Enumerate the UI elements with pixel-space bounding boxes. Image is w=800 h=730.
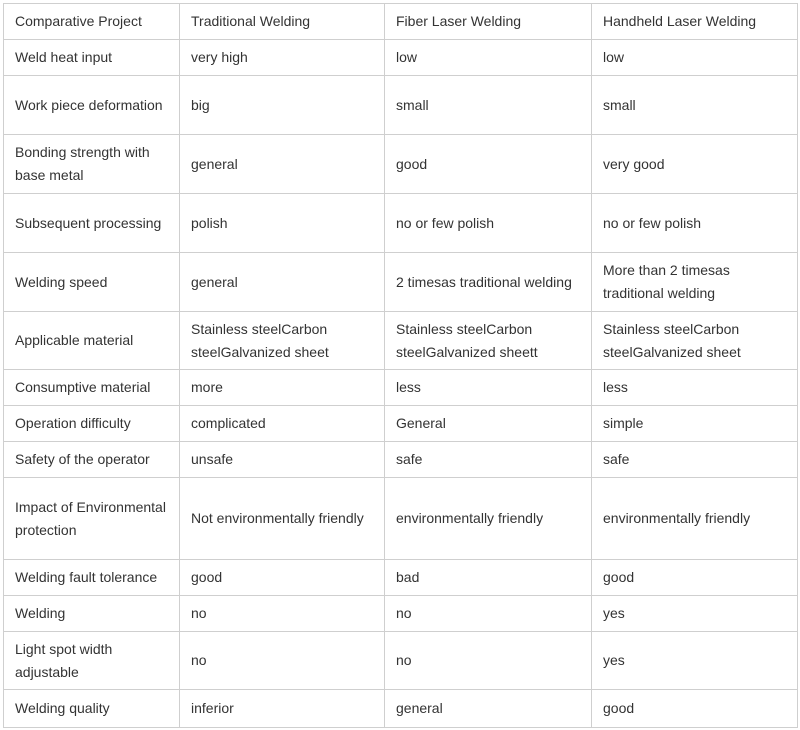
handheld-laser-cell: very good: [592, 135, 798, 194]
table-row: [4, 135, 798, 194]
traditional-cell: unsafe: [180, 442, 385, 478]
fiber-laser-cell: low: [385, 40, 592, 76]
fiber-laser-cell: environmentally friendly: [385, 478, 592, 560]
table-row: [4, 76, 798, 135]
table-row: [4, 560, 798, 596]
traditional-cell: good: [180, 560, 385, 596]
table-row: [4, 194, 798, 253]
traditional-cell: no: [180, 632, 385, 690]
fiber-laser-cell: Stainless steelCarbon steelGalvanized sheett: [385, 312, 592, 370]
row-label: Welding fault tolerance: [4, 560, 180, 596]
handheld-laser-cell: less: [592, 370, 798, 406]
row-label: Welding quality: [4, 690, 180, 728]
traditional-cell: no: [180, 596, 385, 632]
traditional-cell: general: [180, 253, 385, 312]
handheld-laser-cell: small: [592, 76, 798, 135]
table-row: [4, 312, 798, 370]
row-label: Weld heat input: [4, 40, 180, 76]
header-handheld-laser-welding: Handheld Laser Welding: [592, 4, 798, 40]
row-label: Work piece deformation: [4, 76, 180, 135]
handheld-laser-cell: environmentally friendly: [592, 478, 798, 560]
traditional-cell: big: [180, 76, 385, 135]
fiber-laser-cell: small: [385, 76, 592, 135]
row-label: Bonding strength with base metal: [4, 135, 180, 194]
handheld-laser-cell: safe: [592, 442, 798, 478]
fiber-laser-cell: General: [385, 406, 592, 442]
handheld-laser-cell: yes: [592, 596, 798, 632]
comparison-table-container: [3, 3, 797, 727]
fiber-laser-cell: general: [385, 690, 592, 728]
fiber-laser-cell: good: [385, 135, 592, 194]
traditional-cell: Stainless steelCarbon steelGalvanized sheet: [180, 312, 385, 370]
traditional-cell: complicated: [180, 406, 385, 442]
row-label: Welding speed: [4, 253, 180, 312]
handheld-laser-cell: good: [592, 560, 798, 596]
fiber-laser-cell: safe: [385, 442, 592, 478]
traditional-cell: inferior: [180, 690, 385, 728]
table-row: [4, 478, 798, 560]
table-row: [4, 632, 798, 690]
row-label: Safety of the operator: [4, 442, 180, 478]
row-label: Impact of Environmental protection: [4, 478, 180, 560]
header-traditional-welding: Traditional Welding: [180, 4, 385, 40]
fiber-laser-cell: no: [385, 596, 592, 632]
fiber-laser-cell: no or few polish: [385, 194, 592, 253]
table-row: [4, 370, 798, 406]
row-label: Operation difficulty: [4, 406, 180, 442]
table-row: [4, 596, 798, 632]
table-row: [4, 690, 798, 728]
traditional-cell: more: [180, 370, 385, 406]
fiber-laser-cell: less: [385, 370, 592, 406]
table-row: [4, 253, 798, 312]
handheld-laser-cell: yes: [592, 632, 798, 690]
row-label: Applicable material: [4, 312, 180, 370]
header-comparative-project: Comparative Project: [4, 4, 180, 40]
table-row: [4, 442, 798, 478]
handheld-laser-cell: Stainless steelCarbon steelGalvanized sheet: [592, 312, 798, 370]
handheld-laser-cell: no or few polish: [592, 194, 798, 253]
traditional-cell: polish: [180, 194, 385, 253]
table-row: [4, 40, 798, 76]
traditional-cell: Not environmentally friendly: [180, 478, 385, 560]
traditional-cell: general: [180, 135, 385, 194]
table-header-row: [4, 4, 798, 40]
fiber-laser-cell: bad: [385, 560, 592, 596]
handheld-laser-cell: More than 2 timesas traditional welding: [592, 253, 798, 312]
fiber-laser-cell: no: [385, 632, 592, 690]
row-label: Consumptive material: [4, 370, 180, 406]
table-row: [4, 406, 798, 442]
row-label: Light spot width adjustable: [4, 632, 180, 690]
header-fiber-laser-welding: Fiber Laser Welding: [385, 4, 592, 40]
traditional-cell: very high: [180, 40, 385, 76]
fiber-laser-cell: 2 timesas traditional welding: [385, 253, 592, 312]
welding-comparison-table: [3, 3, 798, 728]
handheld-laser-cell: good: [592, 690, 798, 728]
handheld-laser-cell: simple: [592, 406, 798, 442]
handheld-laser-cell: low: [592, 40, 798, 76]
row-label: Subsequent processing: [4, 194, 180, 253]
row-label: Welding: [4, 596, 180, 632]
